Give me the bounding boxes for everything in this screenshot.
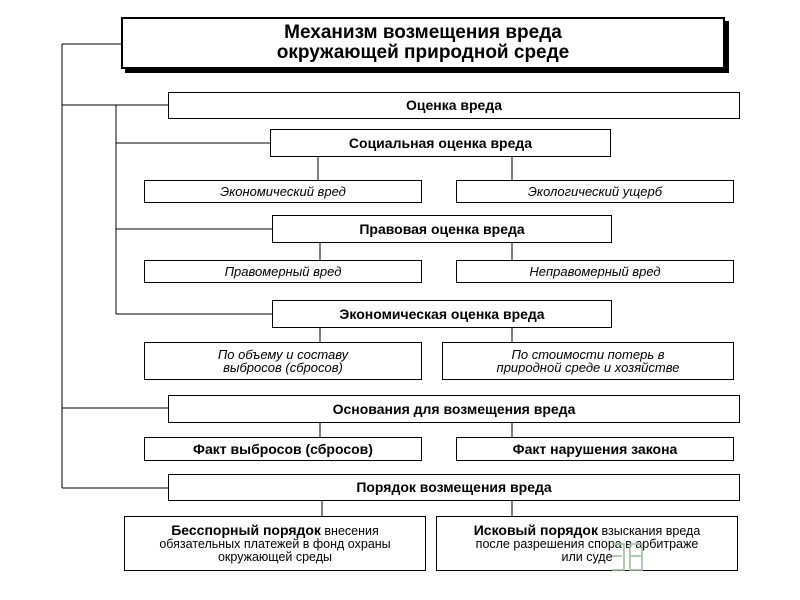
diagram-title bbox=[121, 17, 725, 69]
assessment-box bbox=[168, 92, 740, 119]
grounds-box bbox=[168, 395, 740, 423]
social-assessment-box bbox=[270, 129, 611, 157]
lawsuit-bold: Исковый порядок bbox=[473, 521, 598, 538]
lawsuit-rest-1: взыскания вреда bbox=[598, 523, 701, 538]
ecological-damage-box bbox=[456, 180, 734, 203]
watermark-logo-icon bbox=[606, 540, 646, 574]
title-line-2: окружающей природной среде bbox=[276, 42, 570, 63]
economic-assessment-label: Экономическая оценка вреда bbox=[339, 305, 545, 322]
indisputable-line-2: обязательных платежей в фонд охраны bbox=[159, 536, 391, 551]
economic-harm-box bbox=[144, 180, 422, 203]
procedure-box bbox=[168, 474, 740, 501]
lawsuit-procedure-box bbox=[436, 516, 738, 571]
indisputable-procedure-box bbox=[124, 516, 426, 571]
law-violation-fact-label: Факт нарушения закона bbox=[512, 440, 678, 457]
ecological-damage-label: Экологический ущерб bbox=[527, 183, 663, 199]
emissions-fact-box bbox=[144, 437, 422, 461]
legal-assessment-box bbox=[272, 215, 612, 243]
indisputable-rest-1: внесения bbox=[320, 523, 379, 538]
indisputable-bold: Бесспорный порядок bbox=[171, 521, 321, 538]
indisputable-line-3: окружающей среды bbox=[217, 550, 333, 565]
title-line-1: Механизм возмещения вреда bbox=[284, 22, 562, 44]
lawful-harm-label: Правомерный вред bbox=[224, 263, 342, 279]
volume-composition-line-1: По объему и составу bbox=[217, 347, 349, 362]
volume-composition-line-2: выбросов (сбросов) bbox=[223, 360, 343, 375]
emissions-fact-label: Факт выбросов (сбросов) bbox=[193, 440, 373, 457]
lawsuit-line-3: или суде bbox=[561, 550, 613, 565]
lawsuit-line-1 bbox=[474, 523, 701, 538]
lawsuit-line-2: после разрешения спора в арбитраже bbox=[475, 536, 699, 551]
unlawful-harm-box bbox=[456, 260, 734, 283]
unlawful-harm-label: Неправомерный вред bbox=[529, 263, 661, 279]
loss-cost-line-2: природной среде и хозяйстве bbox=[496, 360, 680, 375]
economic-assessment-box bbox=[272, 300, 612, 328]
social-assessment-label: Социальная оценка вреда bbox=[348, 134, 533, 151]
indisputable-line-1 bbox=[171, 523, 379, 538]
procedure-label: Порядок возмещения вреда bbox=[356, 479, 552, 496]
lawful-harm-box bbox=[144, 260, 422, 283]
economic-harm-label: Экономический вред bbox=[220, 183, 346, 199]
legal-assessment-label: Правовая оценка вреда bbox=[359, 220, 525, 237]
assessment-label: Оценка вреда bbox=[405, 97, 503, 114]
law-violation-fact-box bbox=[456, 437, 734, 461]
loss-cost-box bbox=[442, 342, 734, 380]
volume-composition-box bbox=[144, 342, 422, 380]
grounds-label: Основания для возмещения вреда bbox=[332, 400, 576, 417]
loss-cost-line-1: По стоимости потерь в bbox=[511, 347, 665, 362]
